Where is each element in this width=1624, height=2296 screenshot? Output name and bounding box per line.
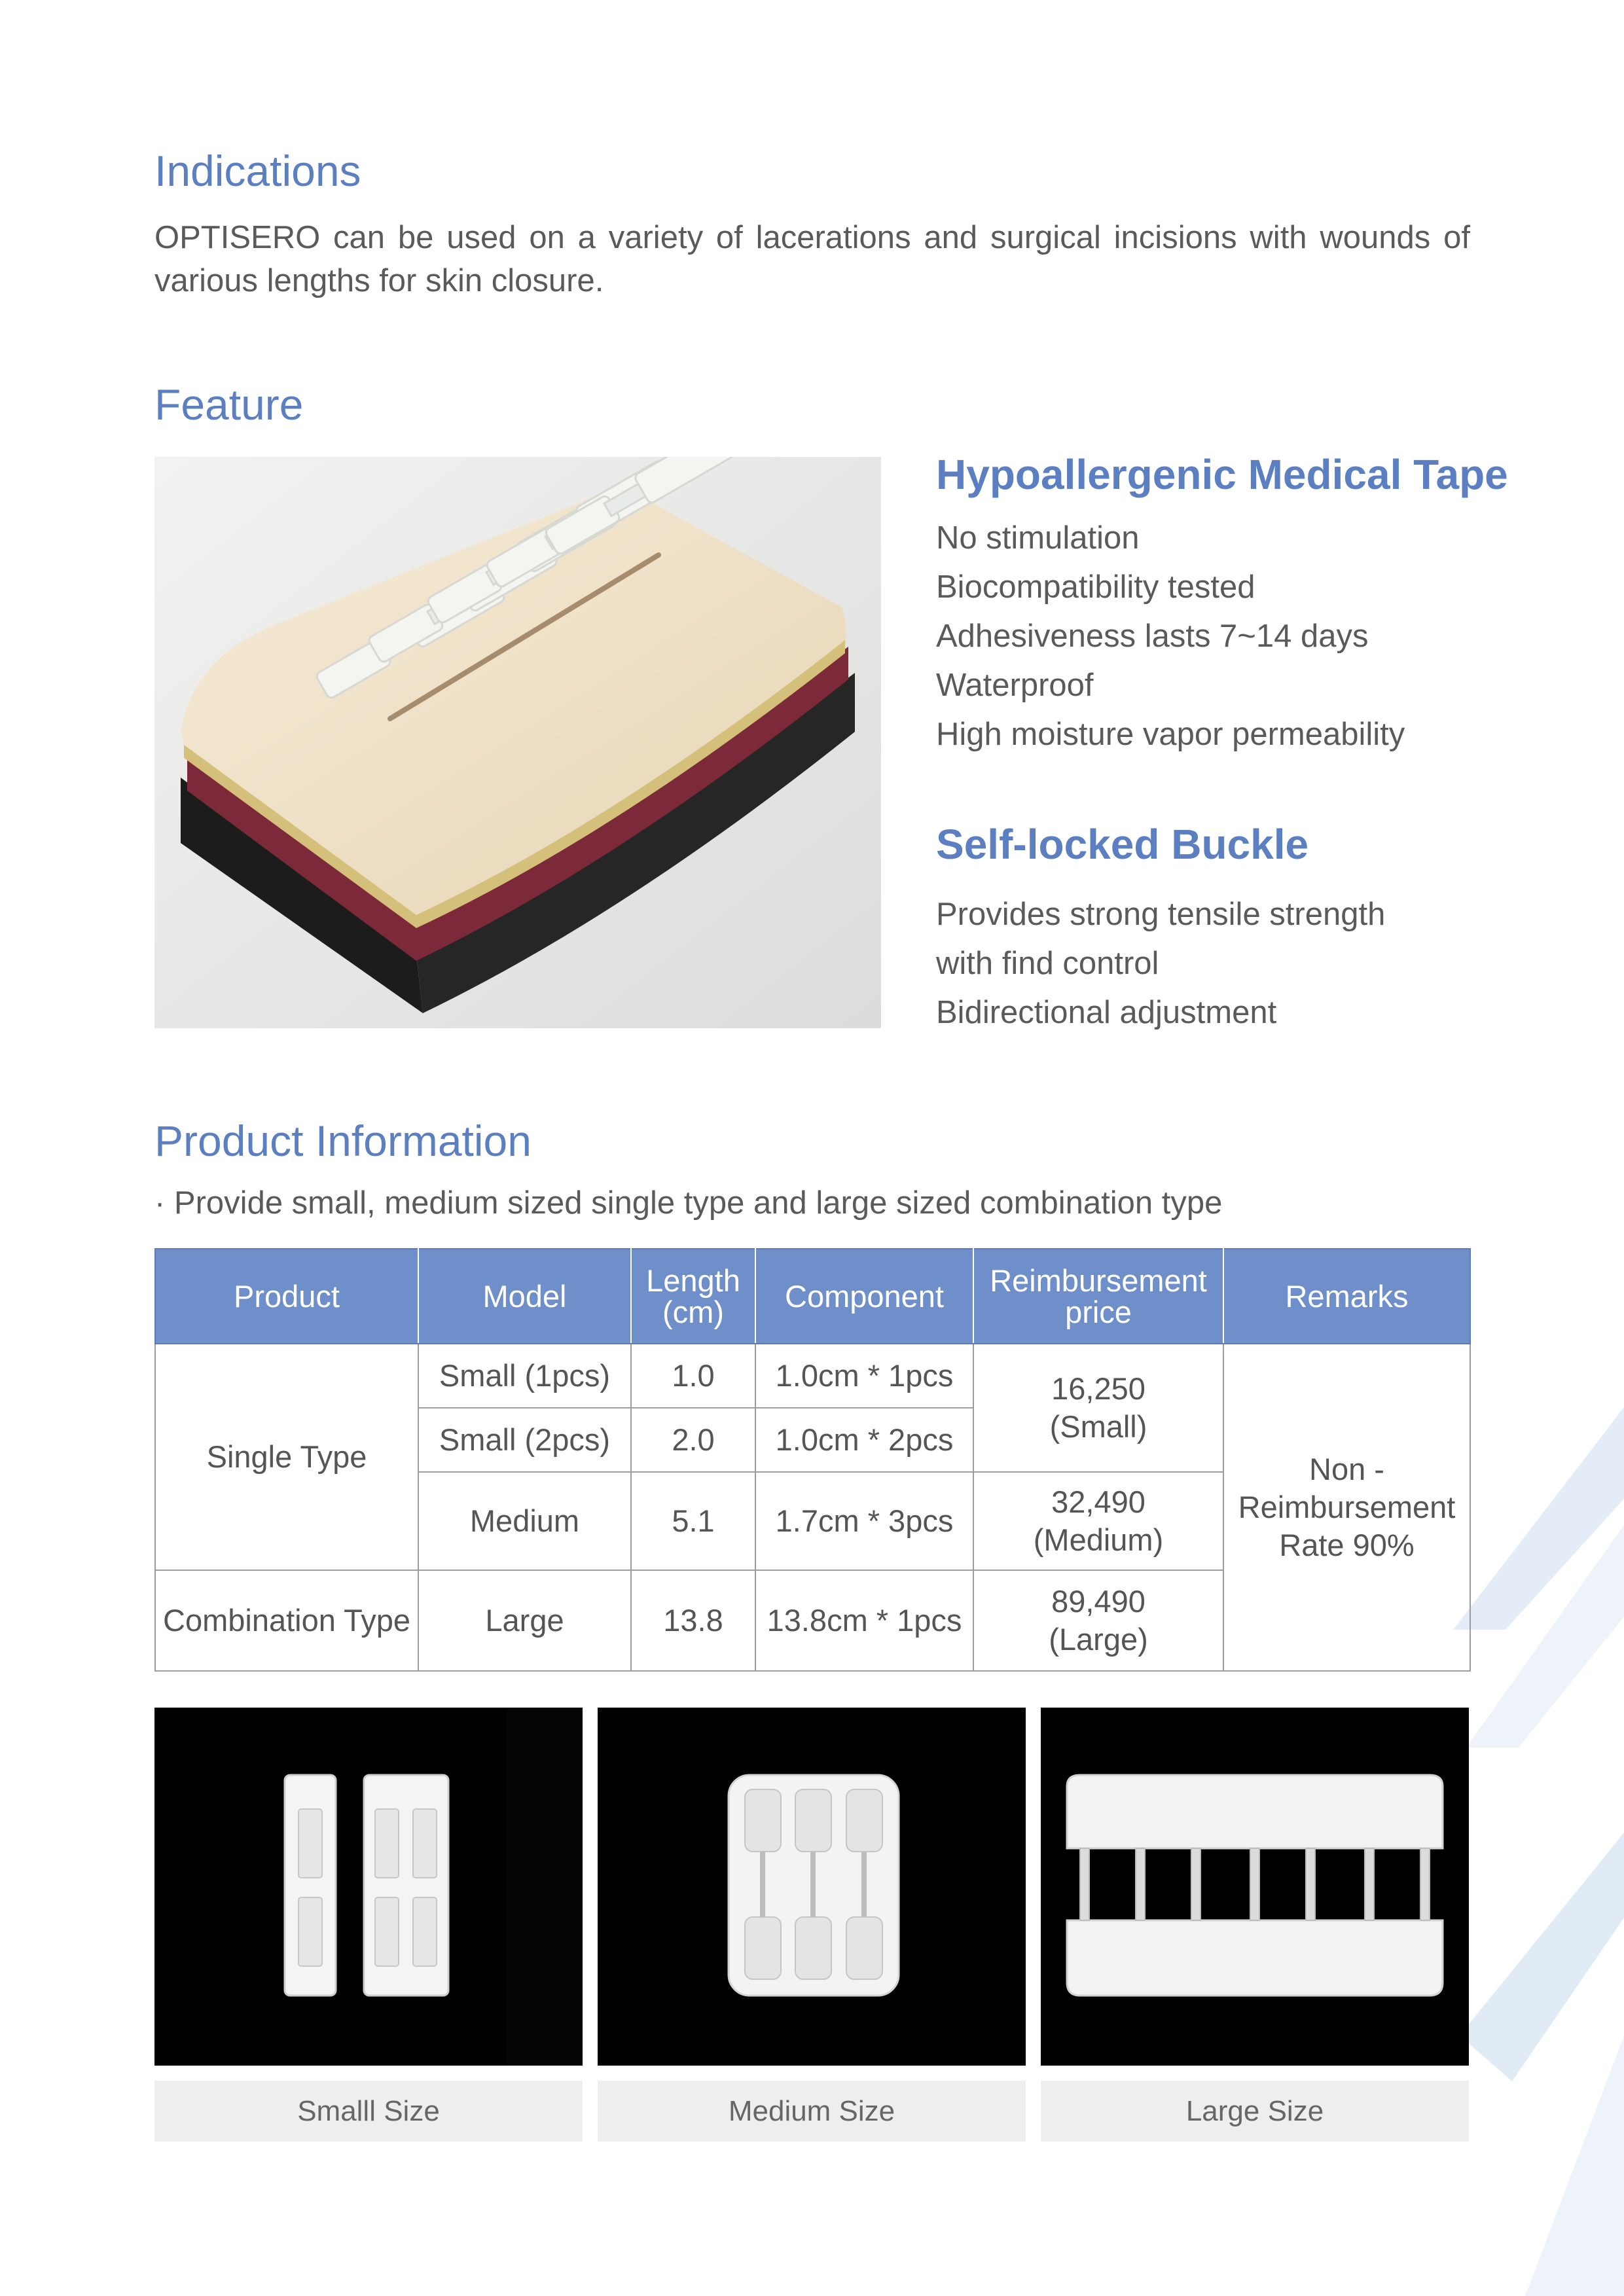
list-item: No stimulation	[936, 520, 1140, 556]
list-item: Waterproof	[936, 668, 1094, 703]
price-cell-medium	[973, 1472, 1223, 1570]
price-value: 16,250	[1051, 1371, 1146, 1406]
model-cell: Large	[418, 1570, 631, 1671]
list-item: Provides strong tensile strength	[936, 897, 1386, 932]
large-size-photo	[1041, 1708, 1469, 2066]
header-remarks: Remarks	[1223, 1249, 1470, 1344]
length-cell: 2.0	[631, 1408, 755, 1472]
header-product: Product	[155, 1249, 418, 1344]
component-cell: 1.0cm * 1pcs	[755, 1344, 973, 1408]
header-reimbursement-label: Reimbursement price	[990, 1263, 1207, 1329]
tape-feature-list	[936, 514, 1405, 759]
model-cell: Small (1pcs)	[418, 1344, 631, 1408]
product-information-heading: Product Information	[154, 1117, 532, 1165]
product-table	[154, 1248, 1471, 1672]
component-cell: 13.8cm * 1pcs	[755, 1570, 973, 1671]
price-cell-small	[973, 1344, 1223, 1472]
skin-pad-product-photo	[154, 457, 881, 1028]
large-size-caption: Large Size	[1041, 2081, 1469, 2142]
header-model: Model	[418, 1249, 631, 1344]
model-cell: Medium	[418, 1472, 631, 1570]
list-item: Adhesiveness lasts 7~14 days	[936, 619, 1369, 654]
header-length-label: Length (cm)	[646, 1263, 740, 1329]
header-component: Component	[755, 1249, 973, 1344]
remarks-line: Reimbursement	[1238, 1490, 1456, 1524]
component-cell: 1.7cm * 3pcs	[755, 1472, 973, 1570]
small-size-photo	[154, 1708, 583, 2066]
header-length	[631, 1249, 755, 1344]
length-cell: 13.8	[631, 1570, 755, 1671]
list-item: High moisture vapor permeability	[936, 717, 1405, 752]
self-locked-buckle-heading: Self-locked Buckle	[936, 821, 1309, 868]
medium-size-caption: Medium Size	[598, 2081, 1026, 2142]
small-size-caption: Smalll Size	[154, 2081, 583, 2142]
remarks-cell	[1223, 1344, 1470, 1671]
price-value: 32,490	[1051, 1484, 1146, 1519]
model-cell: Small (2pcs)	[418, 1408, 631, 1472]
buckle-feature-list	[936, 890, 1385, 1037]
header-reimbursement	[973, 1249, 1223, 1344]
length-cell: 5.1	[631, 1472, 755, 1570]
indications-text: OPTISERO can be used on a variety of lacerations and surgical incisions with wounds of various lengths for skin closure.	[154, 220, 1470, 298]
list-item: with find control	[936, 946, 1159, 981]
hypoallergenic-tape-heading: Hypoallergenic Medical Tape	[936, 451, 1508, 498]
length-cell: 1.0	[631, 1344, 755, 1408]
price-label: (Small)	[1049, 1409, 1147, 1444]
price-value: 89,490	[1051, 1584, 1146, 1619]
component-cell: 1.0cm * 2pcs	[755, 1408, 973, 1472]
product-note: · Provide small, medium sized single type and large sized combination type	[154, 1185, 1223, 1221]
table-row	[155, 1344, 1470, 1408]
combination-type-cell: Combination Type	[155, 1570, 418, 1671]
price-label: (Medium)	[1033, 1522, 1164, 1557]
medium-size-photo	[598, 1708, 1026, 2066]
price-label: (Large)	[1049, 1622, 1148, 1657]
remarks-line: Rate 90%	[1279, 1528, 1415, 1562]
price-cell-large	[973, 1570, 1223, 1671]
table-header-row	[155, 1249, 1470, 1344]
remarks-line: Non -	[1309, 1452, 1384, 1486]
indications-heading: Indications	[154, 147, 361, 195]
list-item: Biocompatibility tested	[936, 569, 1255, 605]
single-type-cell: Single Type	[155, 1344, 418, 1570]
list-item: Bidirectional adjustment	[936, 995, 1277, 1030]
feature-heading: Feature	[154, 380, 304, 429]
